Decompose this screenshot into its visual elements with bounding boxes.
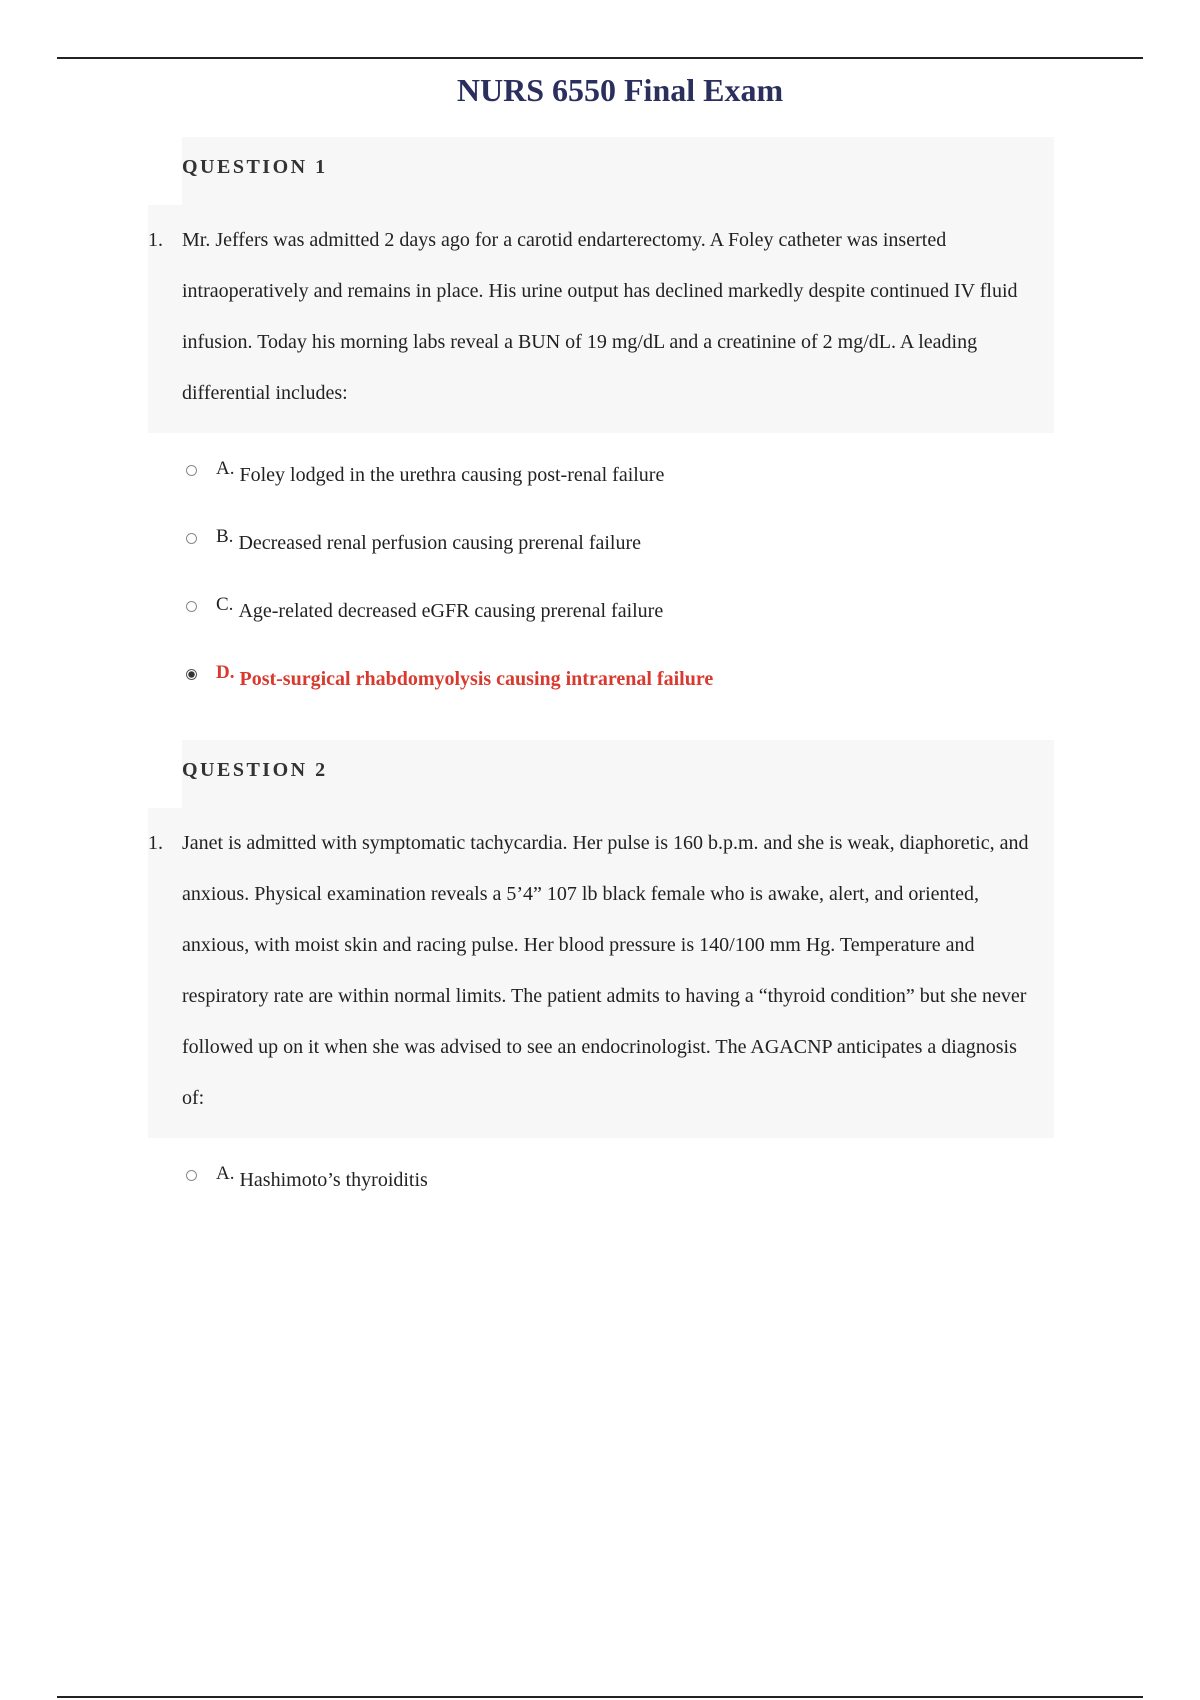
question-label: QUESTION 2 xyxy=(182,759,328,781)
option-letter: D. xyxy=(216,662,235,683)
answer-option-d[interactable] xyxy=(186,645,1054,713)
question-label: QUESTION 1 xyxy=(182,156,328,178)
question-2 xyxy=(148,740,1054,1214)
option-text: Post-surgical rhabdomyolysis causing intrarenal failure xyxy=(239,667,714,690)
option-letter: A. xyxy=(216,1163,235,1184)
answer-options xyxy=(186,441,1054,713)
option-text: Hashimoto’s thyroiditis xyxy=(239,1168,428,1191)
option-letter: B. xyxy=(216,526,234,547)
option-letter: C. xyxy=(216,594,234,615)
option-letter: A. xyxy=(216,458,235,479)
option-text: Decreased renal perfusion causing prerenal failure xyxy=(238,531,642,554)
question-header xyxy=(182,137,1054,205)
bottom-rule xyxy=(57,1696,1143,1698)
question-text: Mr. Jeffers was admitted 2 days ago for a carotid endarterectomy. A Foley catheter was inserted intraoperatively and remains in place. His urine output has declined markedly despite continued IV fluid infusion. Today his morning labs reveal a BUN of 19 mg/dL and a creatinine of 2 mg/dL. A leading differential includes: xyxy=(182,229,1018,404)
option-text: Age-related decreased eGFR causing prerenal failure xyxy=(238,599,664,622)
question-number: 1. xyxy=(148,229,163,251)
question-text: Janet is admitted with symptomatic tachycardia. Her pulse is 160 b.p.m. and she is weak, diaphoretic, and anxious. Physical examination reveals a 5’4” 107 lb black female who is awake, alert, and oriented, anxious, with moist skin and racing pulse. Her blood pressure is 140/100 mm Hg. Temperature and respiratory rate are within normal limits. The patient admits to having a “thyroid condition” but she never followed up on it when she was advised to see an endocrinologist. The AGACNP anticipates a diagnosis of: xyxy=(182,832,1029,1109)
answer-option-b[interactable] xyxy=(186,509,1054,577)
question-1 xyxy=(148,137,1054,713)
question-body xyxy=(148,808,1054,1138)
answer-option-a[interactable] xyxy=(186,1146,1054,1214)
answer-option-a[interactable] xyxy=(186,441,1054,509)
question-number: 1. xyxy=(148,832,163,854)
answer-options xyxy=(186,1146,1054,1214)
answer-option-c[interactable] xyxy=(186,577,1054,645)
radio-button[interactable] xyxy=(186,533,197,544)
question-header xyxy=(182,740,1054,808)
radio-button[interactable] xyxy=(186,1170,197,1181)
top-rule xyxy=(57,57,1143,59)
option-text: Foley lodged in the urethra causing post-renal failure xyxy=(239,463,665,486)
radio-button-checked[interactable] xyxy=(186,669,197,680)
radio-button[interactable] xyxy=(186,465,197,476)
radio-button[interactable] xyxy=(186,601,197,612)
question-body xyxy=(148,205,1054,433)
document-title: NURS 6550 Final Exam xyxy=(456,72,784,108)
